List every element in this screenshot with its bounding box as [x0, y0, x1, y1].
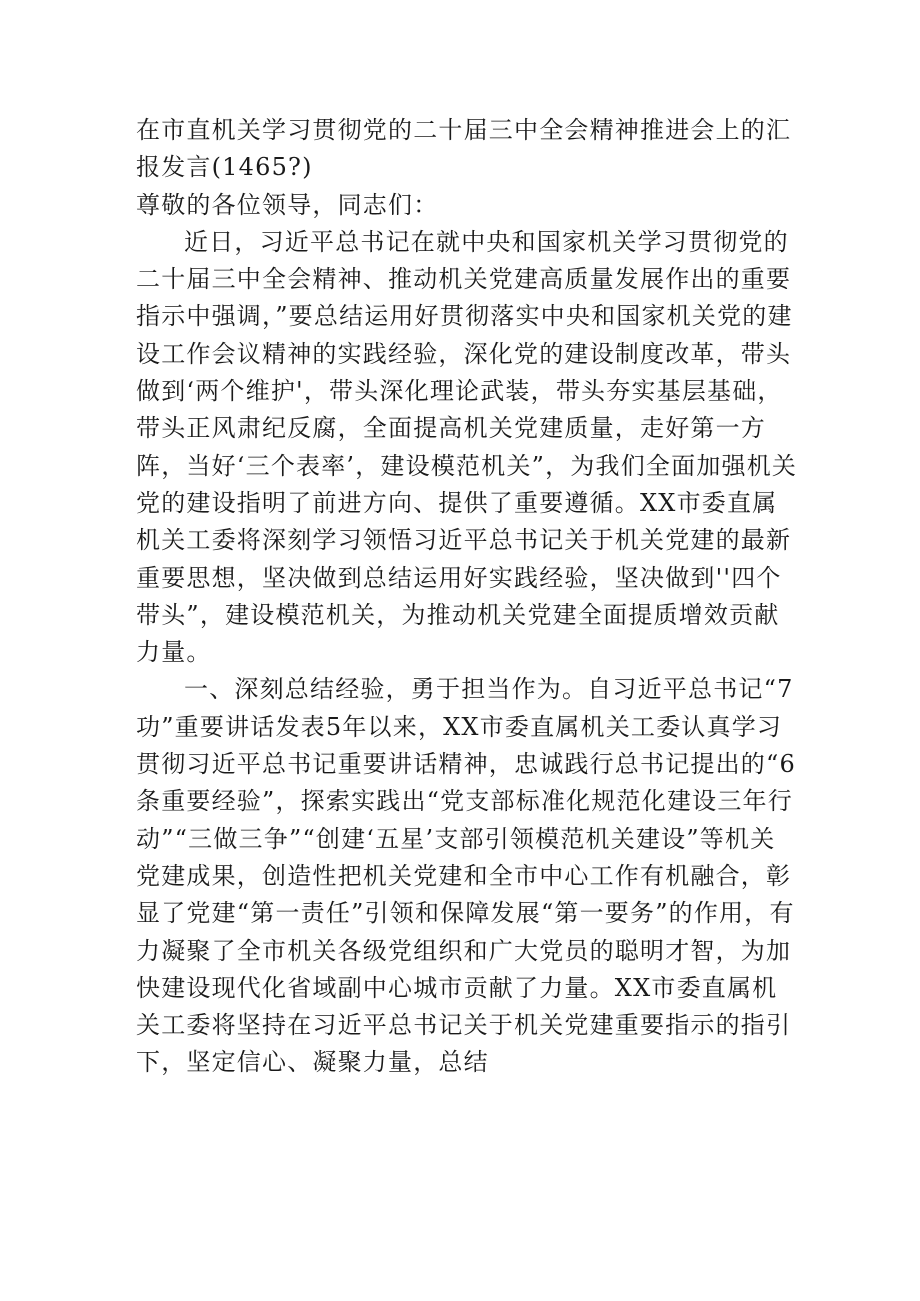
document-title: 在市直机关学习贯彻党的二十届三中全会精神推进会上的汇报发言(1465?): [136, 116, 792, 182]
paragraph-intro: 近日，习近平总书记在就中央和国家机关学习贯彻党的二十届三中全会精神、推动机关党建高质量发展作出的重要指示中强调，”要总结运用好贯彻落实中央和国家机关党的建设工作会议精神的实践经验，深化党的建设制度改革，带头做到‘两个维护'，带头深化理论武装，带头夯实基层基础，带头正风肃纪反腐，全面提高机关党建质量，走好第一方阵，当好‘三个表率’，建设模范机关”，为我们全面加强机关党的建设指明了前进方向、提供了重要遵循。XX市委直属机关工委将深刻学习领悟习近平总书记关于机关党建的最新重要思想，坚决做到总结运用好实践经验，坚决做到''四个带头”，建设模范机关，为推动机关党建全面提质增效贡献力量。: [136, 227, 798, 667]
salutation: 尊敬的各位领导，同志们：: [136, 190, 439, 219]
document-body: [136, 112, 800, 1082]
paragraph-section-one: 一、深刻总结经验，勇于担当作为。自习近平总书记“7功”重要讲话发表5年以来，XX市委直属机关工委认真学习贯彻习近平总书记重要讲话精神，忠诚践行总书记提出的“6条重要经验”，探索实践出“党支部标准化规范化建设三年行动”“三做三争”“创建‘五星’支部引领模范机关建设”等机关党建成果，创造性把机关党建和全市中心工作有机融合，彰显了党建“第一责任”引领和保障发展“第一要务”的作用，有力凝聚了全市机关各级党组织和广大党员的聪明才智，为加快建设现代化省域副中心城市贡献了力量。XX市委直属机关工委将坚持在习近平总书记关于机关党建重要指示的指引下，坚定信心、凝聚力量，总结: [136, 675, 796, 1077]
